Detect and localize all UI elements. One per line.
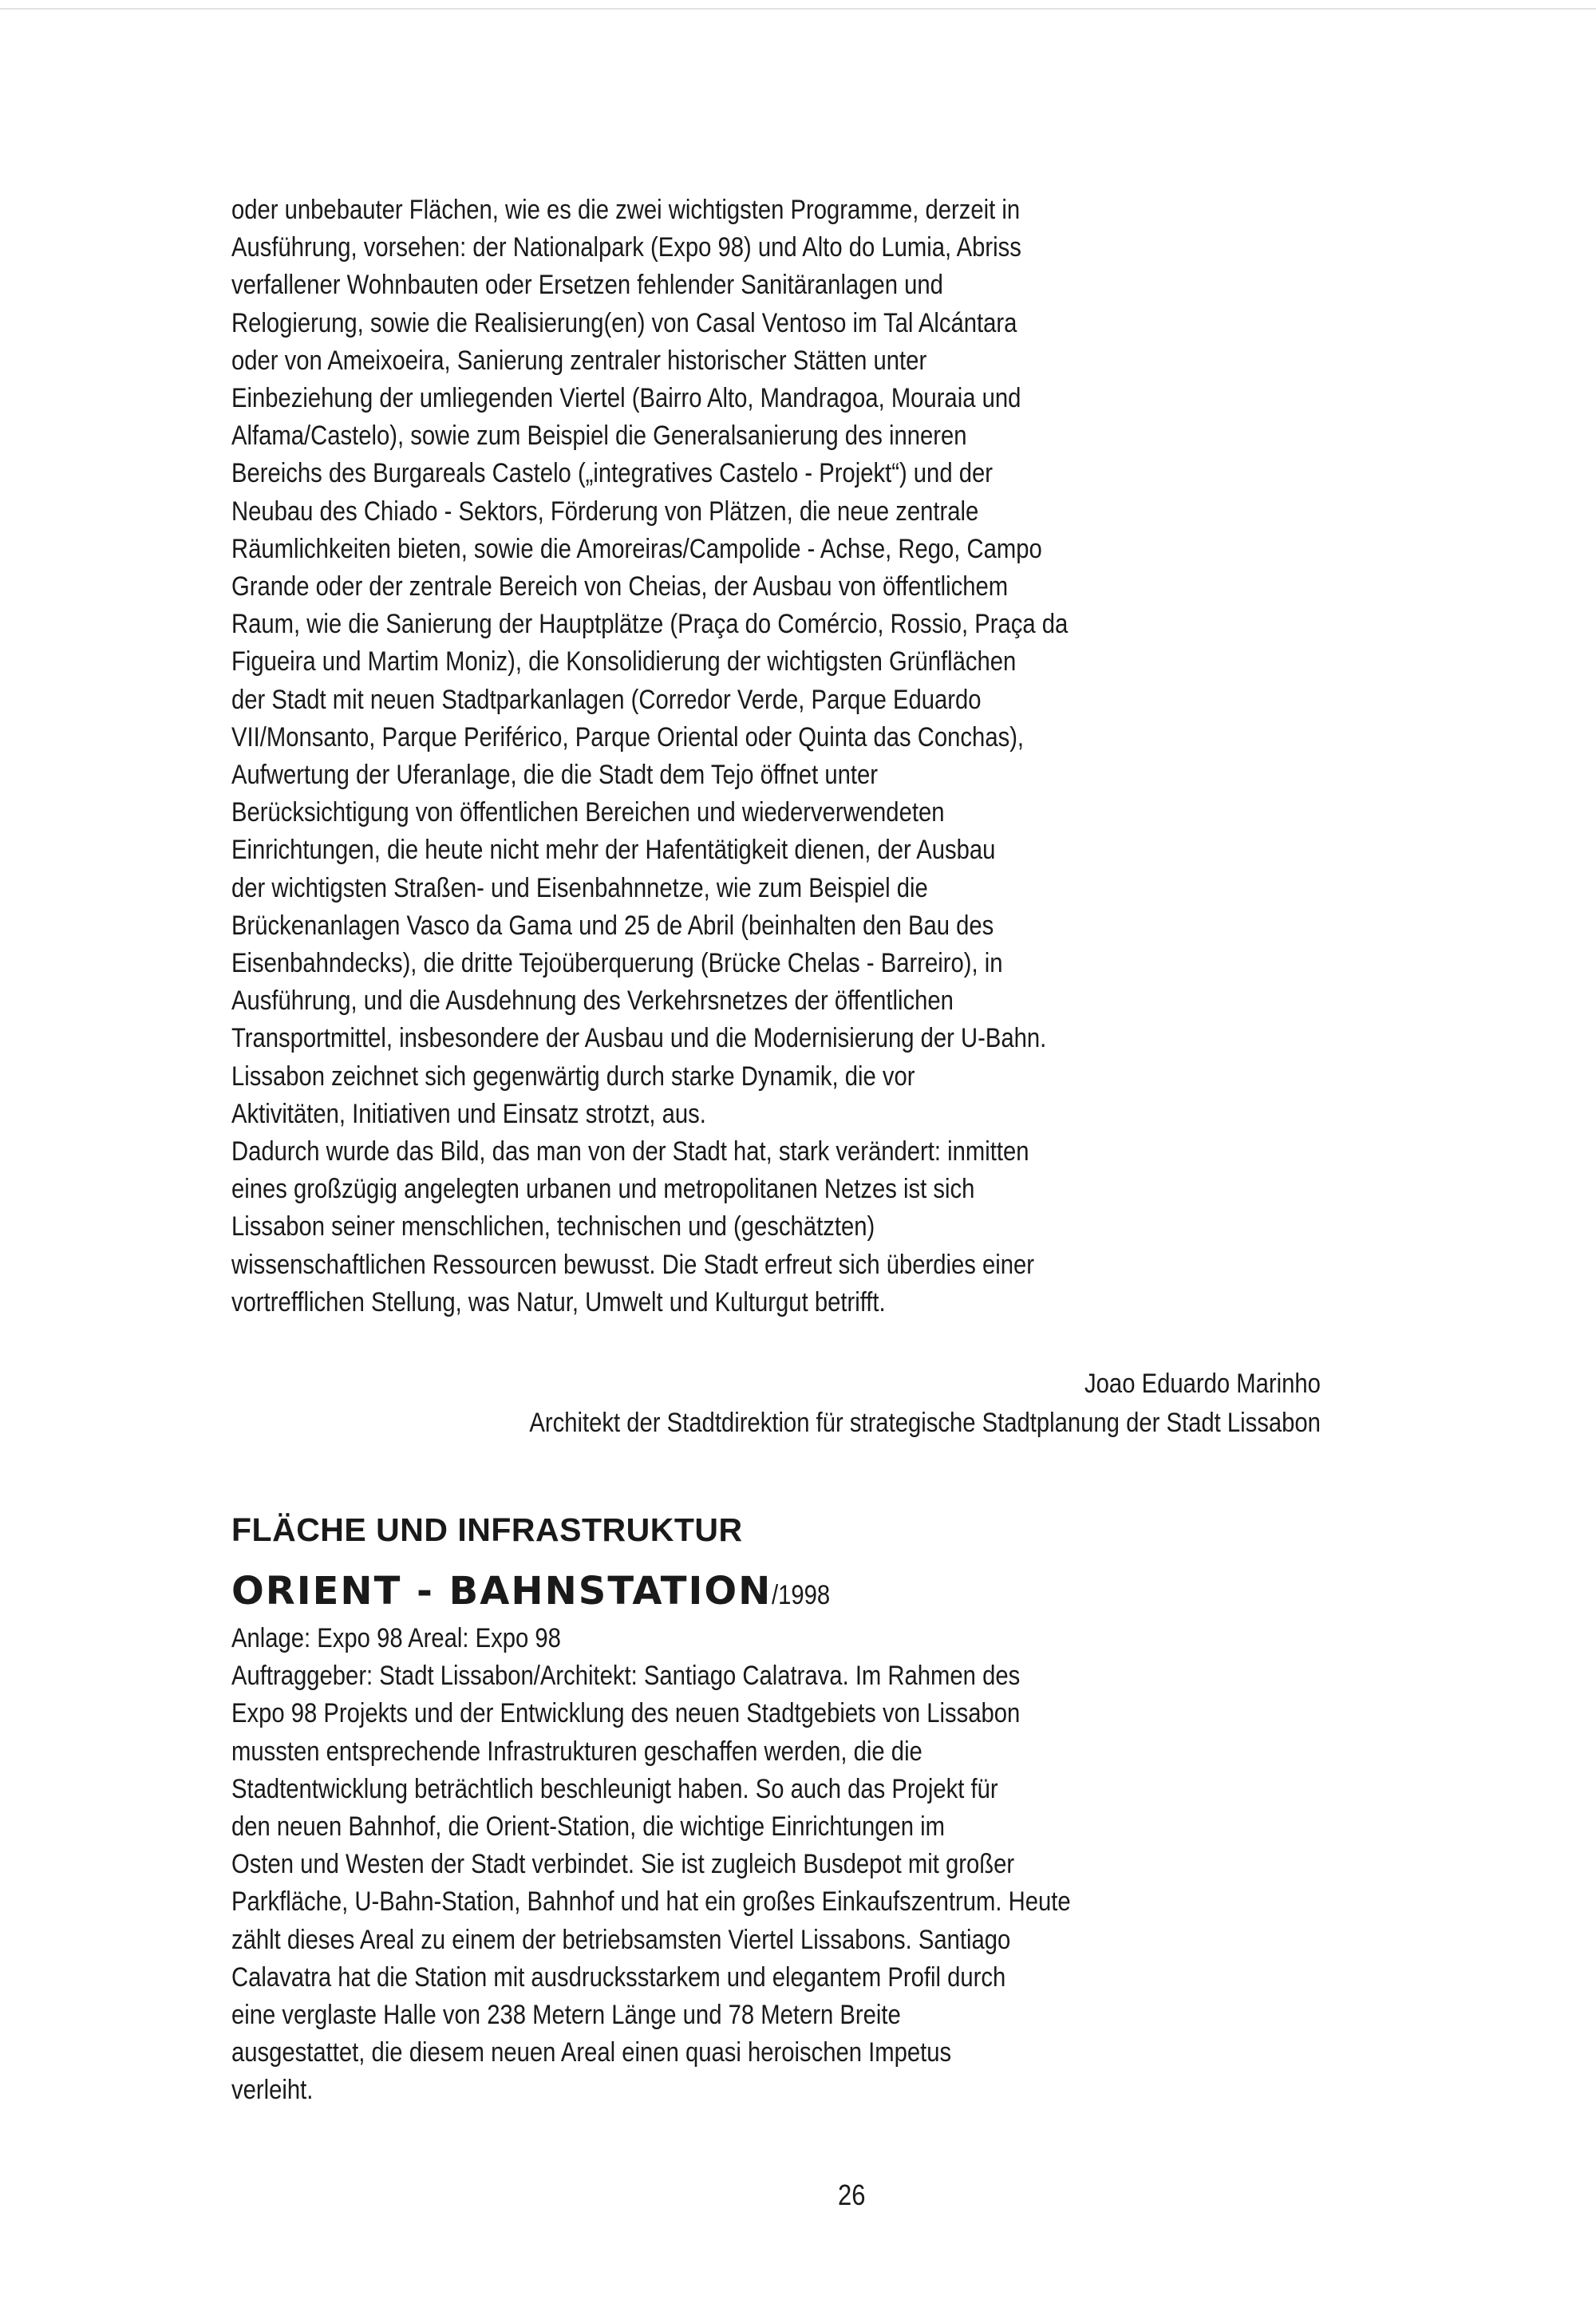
project-line: Osten und Westen der Stadt verbindet. Sie ist zugleich Busdepot mit großer [231, 1849, 1015, 1880]
body-line: Relogierung, sowie die Realisierung(en) von Casal Ventoso im Tal Alcántara [231, 307, 1017, 338]
project-line: verleiht. [231, 2075, 314, 2106]
body-line: verfallener Wohnbauten oder Ersetzen fehlender Sanitäranlagen und [231, 270, 943, 301]
project-line: ausgestattet, die diesem neuen Areal einen quasi heroischen Impetus [231, 2037, 952, 2068]
body-line: Einrichtungen, die heute nicht mehr der Hafentätigkeit dienen, der Ausbau [231, 835, 996, 866]
author-name: Joao Eduardo Marinho [1084, 1369, 1321, 1399]
project-line: Parkfläche, U-Bahn-Station, Bahnhof und hat ein großes Einkaufszentrum. Heute [231, 1886, 1071, 1918]
body-line: Dadurch wurde das Bild, das man von der Stadt hat, stark verändert: inmitten [231, 1136, 1029, 1167]
body-line: Raum, wie die Sanierung der Hauptplätze (Praça do Comércio, Rossio, Praça da [231, 609, 1069, 640]
body-line: Einbeziehung der umliegenden Viertel (Bairro Alto, Mandragoa, Mouraia und [231, 383, 1021, 414]
project-line: den neuen Bahnhof, die Orient-Station, die wichtige Einrichtungen im [231, 1811, 946, 1843]
project-line: eine verglaste Halle von 238 Metern Länge und 78 Metern Breite [231, 2000, 901, 2031]
body-line: der wichtigsten Straßen- und Eisenbahnnetze, wie zum Beispiel die [231, 872, 928, 903]
project-description [231, 1620, 1192, 2110]
page-number: 26 [838, 2179, 866, 2211]
body-line: Ausführung, vorsehen: der Nationalpark (Expo 98) und Alto do Lumia, Abriss [231, 232, 1021, 263]
body-line: Alfama/Castelo), sowie zum Beispiel die Generalsanierung des inneren [231, 421, 967, 452]
body-line: Grande oder der zentrale Bereich von Cheias, der Ausbau von öffentlichem [231, 571, 1009, 602]
project-line: Expo 98 Projekts und der Entwicklung des neuen Stadtgebiets von Lissabon [231, 1698, 1021, 1729]
body-line: Figueira und Martim Moniz), die Konsolidierung der wichtigsten Grünflächen [231, 646, 1017, 677]
main-body-text [231, 192, 1192, 1321]
body-line: Brückenanlagen Vasco da Gama und 25 de Abril (beinhalten den Bau des [231, 910, 994, 941]
body-line: Lissabon zeichnet sich gegenwärtig durch starke Dynamik, die vor [231, 1061, 915, 1092]
project-line: Auftraggeber: Stadt Lissabon/Architekt: Santiago Calatrava. Im Rahmen des [231, 1661, 1021, 1692]
project-line: zählt dieses Areal zu einem der betriebsamsten Viertel Lissabons. Santiago [231, 1924, 1011, 1955]
project-line: mussten entsprechende Infrastrukturen geschaffen werden, die die [231, 1736, 922, 1767]
body-line: Aufwertung der Uferanlage, die die Stadt dem Tejo öffnet unter [231, 760, 879, 791]
body-line: Transportmittel, insbesondere der Ausbau und die Modernisierung der U-Bahn. [231, 1023, 1047, 1054]
section-heading: FLÄCHE UND INFRASTRUKTUR [231, 1511, 743, 1548]
body-line: Räumlichkeiten bieten, sowie die Amoreiras/Campolide - Achse, Rego, Campo [231, 533, 1042, 564]
body-line: VII/Monsanto, Parque Periférico, Parque Oriental oder Quinta das Conchas), [231, 721, 1025, 753]
project-title-name: ORIENT - BAHNSTATION [231, 1569, 772, 1614]
project-title [231, 1569, 839, 1614]
project-line: Calavatra hat die Station mit ausdrucksstarkem und elegantem Profil durch [231, 1961, 1006, 1993]
body-line: Aktivitäten, Initiativen und Einsatz strotzt, aus. [231, 1098, 706, 1129]
body-line: Berücksichtigung von öffentlichen Bereichen und wiederverwendeten [231, 797, 945, 828]
body-line: oder unbebauter Flächen, wie es die zwei wichtigsten Programme, derzeit in [231, 195, 1021, 225]
body-line: eines großzügig angelegten urbanen und metropolitanen Netzes ist sich [231, 1174, 975, 1205]
body-line: Lissabon seiner menschlichen, technischen und (geschätzten) [231, 1211, 875, 1242]
author-role: Architekt der Stadtdirektion für strategische Stadtplanung der Stadt Lissabon [529, 1408, 1321, 1438]
body-line: der Stadt mit neuen Stadtparkanlagen (Corredor Verde, Parque Eduardo [231, 684, 982, 715]
body-line: oder von Ameixoeira, Sanierung zentraler historischer Stätten unter [231, 345, 927, 376]
body-line: Ausführung, und die Ausdehnung des Verkehrsnetzes der öffentlichen [231, 986, 954, 1017]
body-line: Bereichs des Burgareals Castelo („integratives Castelo - Projekt“) und der [231, 458, 993, 489]
project-title-year: /1998 [772, 1580, 831, 1610]
project-line: Anlage: Expo 98 Areal: Expo 98 [231, 1623, 561, 1653]
top-scan-edge [0, 8, 1596, 10]
body-line: vortrefflichen Stellung, was Natur, Umwelt und Kulturgut betrifft. [231, 1286, 886, 1317]
body-line: Eisenbahndecks), die dritte Tejoüberquerung (Brücke Chelas - Barreiro), in [231, 948, 1003, 979]
body-line: wissenschaftlichen Ressourcen bewusst. Die Stadt erfreut sich überdies einer [231, 1249, 1035, 1280]
project-line: Stadtentwicklung beträchtlich beschleunigt haben. So auch das Projekt für [231, 1773, 998, 1804]
body-line: Neubau des Chiado - Sektors, Förderung von Plätzen, die neue zentrale [231, 496, 979, 527]
author-signature [530, 1365, 1321, 1443]
